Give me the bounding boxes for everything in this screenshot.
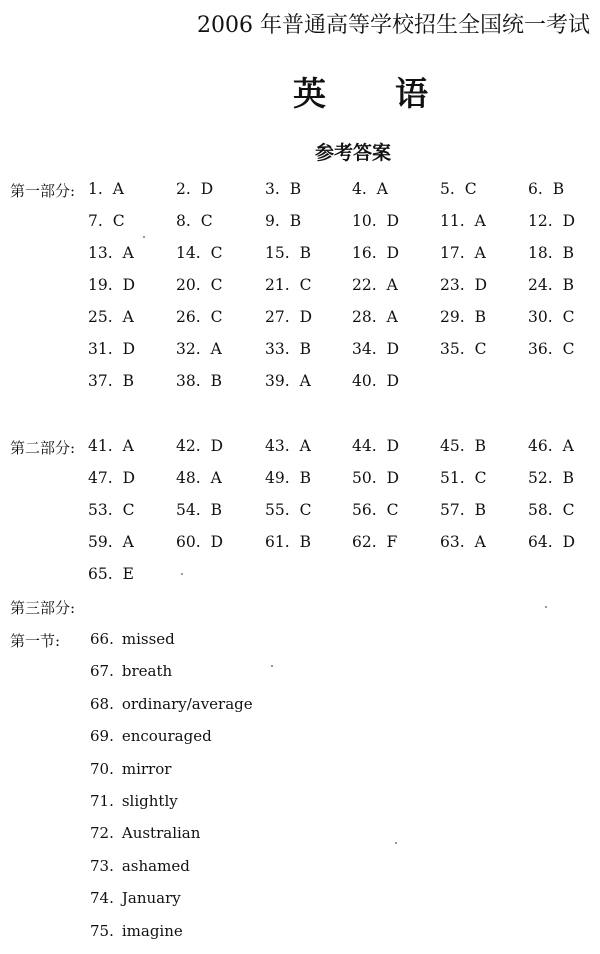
answer-letter: D — [299, 308, 313, 326]
answer-row — [88, 565, 600, 597]
answer-letter: A — [474, 533, 486, 551]
answer-cell — [176, 501, 222, 519]
question-number: 53. — [88, 501, 113, 519]
answer-word: breath — [121, 662, 173, 681]
answer-row — [88, 372, 600, 404]
part2-label: 第二部分: — [10, 439, 76, 457]
question-number: 60. — [176, 533, 201, 551]
question-number: 51. — [440, 469, 465, 487]
answer-row — [88, 244, 600, 276]
answer-cell — [265, 340, 311, 358]
question-number: 29. — [440, 308, 465, 326]
answer-cell — [528, 276, 574, 294]
question-number: 58. — [528, 501, 553, 519]
subject-char-1: 英 — [293, 74, 326, 113]
answer-cell — [528, 533, 575, 551]
answer-cell — [176, 372, 222, 390]
part1-answer-grid — [88, 180, 600, 404]
question-number: 54. — [176, 501, 201, 519]
answer-letter: C — [210, 308, 223, 326]
question-number: 20. — [176, 276, 201, 294]
question-number: 6. — [528, 180, 543, 198]
answer-letter: A — [112, 180, 124, 198]
question-number: 23. — [440, 276, 465, 294]
answer-word: January — [121, 889, 181, 908]
answer-letter: C — [562, 501, 575, 519]
answer-cell — [440, 244, 486, 262]
answer-cell — [176, 469, 222, 487]
answer-cell — [176, 437, 223, 455]
answer-cell — [528, 308, 575, 326]
answer-cell — [265, 437, 311, 455]
scan-speck — [181, 573, 183, 575]
answer-cell — [176, 180, 213, 198]
answer-cell — [176, 212, 213, 230]
answer-letter: A — [474, 244, 486, 262]
question-number: 69. — [90, 727, 114, 746]
question-number: 14. — [176, 244, 201, 262]
answer-cell — [352, 437, 399, 455]
answer-cell — [352, 533, 397, 551]
section1-label: 第一节: — [10, 632, 61, 650]
question-number: 50. — [352, 469, 377, 487]
question-number: 57. — [440, 501, 465, 519]
answer-letter: B — [299, 340, 312, 358]
answer-cell — [176, 308, 223, 326]
subject-char-2: 语 — [395, 74, 428, 113]
answer-cell — [528, 212, 575, 230]
answer-letter: C — [210, 244, 223, 262]
answer-cell — [440, 533, 486, 551]
question-number: 68. — [90, 694, 114, 713]
question-number: 28. — [352, 308, 377, 326]
answer-cell — [352, 212, 399, 230]
question-number: 2. — [176, 180, 191, 198]
question-number: 31. — [88, 340, 113, 358]
question-number: 22. — [352, 276, 377, 294]
answer-cell — [265, 533, 311, 551]
question-number: 4. — [352, 180, 367, 198]
answer-cell — [88, 565, 134, 583]
answers-heading: 参考答案 — [315, 142, 392, 164]
question-number: 42. — [176, 437, 201, 455]
fill-in-answer-list — [90, 630, 253, 954]
answer-cell — [265, 244, 311, 262]
answer-letter: D — [386, 212, 400, 230]
question-number: 24. — [528, 276, 553, 294]
answer-letter: A — [376, 180, 388, 198]
answer-letter: F — [386, 533, 398, 551]
part1-label: 第一部分: — [10, 182, 76, 200]
question-number: 33. — [265, 340, 290, 358]
answer-cell — [265, 308, 312, 326]
question-number: 65. — [88, 565, 113, 583]
answer-cell — [440, 437, 486, 455]
answer-word: Australian — [121, 824, 201, 843]
answer-cell — [88, 308, 134, 326]
answer-cell — [352, 180, 388, 198]
question-number: 71. — [90, 791, 114, 810]
answer-letter: D — [200, 180, 214, 198]
question-number: 55. — [265, 501, 290, 519]
question-number: 73. — [90, 856, 114, 875]
question-number: 41. — [88, 437, 113, 455]
answer-cell — [88, 212, 125, 230]
question-number: 1. — [88, 180, 103, 198]
answer-letter: A — [122, 308, 134, 326]
question-number: 17. — [440, 244, 465, 262]
answer-cell — [88, 469, 135, 487]
answer-letter: A — [386, 276, 398, 294]
subject-title — [293, 68, 428, 115]
answer-cell — [528, 180, 564, 198]
answer-letter: B — [562, 469, 575, 487]
part3-label: 第三部分: — [10, 599, 76, 617]
question-number: 9. — [265, 212, 280, 230]
question-number: 74. — [90, 889, 114, 908]
answer-letter: D — [474, 276, 488, 294]
question-number: 35. — [440, 340, 465, 358]
part2-answer-grid — [88, 437, 600, 597]
answer-cell — [265, 372, 311, 390]
answer-row — [88, 276, 600, 308]
fill-in-item — [90, 857, 253, 889]
answer-letter: A — [122, 244, 134, 262]
answer-letter: D — [562, 212, 576, 230]
answer-cell — [440, 501, 486, 519]
question-number: 16. — [352, 244, 377, 262]
question-number: 7. — [88, 212, 103, 230]
answer-cell — [88, 340, 135, 358]
answer-letter: C — [562, 340, 575, 358]
answer-letter: D — [386, 244, 400, 262]
answer-row — [88, 533, 600, 565]
answer-word: ashamed — [121, 856, 190, 875]
answer-word: missed — [121, 630, 175, 648]
question-number: 75. — [90, 921, 114, 940]
answer-cell — [88, 501, 135, 519]
question-number: 18. — [528, 244, 553, 262]
question-number: 40. — [352, 372, 377, 390]
question-number: 3. — [265, 180, 280, 198]
answer-cell — [440, 469, 487, 487]
question-number: 8. — [176, 212, 191, 230]
answer-cell — [265, 469, 311, 487]
question-number: 56. — [352, 501, 377, 519]
answer-cell — [352, 469, 399, 487]
answer-letter: D — [122, 276, 136, 294]
answer-cell — [440, 308, 486, 326]
question-number: 15. — [265, 244, 290, 262]
fill-in-item — [90, 727, 253, 759]
answer-letter: C — [386, 501, 399, 519]
fill-in-item — [90, 824, 253, 856]
answer-letter: A — [474, 212, 486, 230]
answer-word: imagine — [121, 921, 183, 940]
question-number: 43. — [265, 437, 290, 455]
answer-cell — [265, 501, 312, 519]
scan-speck — [395, 842, 397, 844]
answer-letter: B — [122, 372, 135, 390]
answer-letter: C — [474, 469, 487, 487]
answer-cell — [352, 308, 398, 326]
answer-letter: C — [474, 340, 487, 358]
question-number: 66. — [90, 630, 114, 648]
answer-letter: C — [200, 212, 213, 230]
answer-cell — [265, 180, 301, 198]
answer-row — [88, 180, 600, 212]
answer-letter: C — [299, 276, 312, 294]
answer-word: slightly — [121, 791, 178, 810]
answer-cell — [88, 276, 135, 294]
question-number: 48. — [176, 469, 201, 487]
answer-cell — [176, 533, 223, 551]
question-number: 19. — [88, 276, 113, 294]
question-number: 5. — [440, 180, 455, 198]
question-number: 27. — [265, 308, 290, 326]
question-number: 49. — [265, 469, 290, 487]
answer-letter: B — [474, 437, 487, 455]
answer-word: mirror — [121, 759, 172, 778]
answer-letter: B — [289, 180, 302, 198]
answer-row — [88, 469, 600, 501]
question-number: 52. — [528, 469, 553, 487]
answer-letter: B — [552, 180, 565, 198]
scan-speck — [143, 236, 145, 238]
answer-letter: C — [122, 501, 135, 519]
question-number: 34. — [352, 340, 377, 358]
answer-letter: D — [210, 437, 224, 455]
answer-letter: B — [562, 276, 575, 294]
question-number: 10. — [352, 212, 377, 230]
answer-cell — [440, 180, 477, 198]
fill-in-item — [90, 792, 253, 824]
question-number: 32. — [176, 340, 201, 358]
question-number: 47. — [88, 469, 113, 487]
answer-cell — [528, 501, 575, 519]
question-number: 61. — [265, 533, 290, 551]
fill-in-item — [90, 695, 253, 727]
answer-letter: B — [210, 372, 223, 390]
answer-letter: A — [299, 437, 311, 455]
question-number: 39. — [265, 372, 290, 390]
answer-letter: A — [210, 340, 222, 358]
answer-cell — [528, 437, 574, 455]
answer-cell — [528, 469, 574, 487]
answer-cell — [88, 244, 134, 262]
answer-letter: B — [299, 469, 312, 487]
question-number: 11. — [440, 212, 465, 230]
answer-cell — [265, 212, 301, 230]
answer-letter: D — [122, 340, 136, 358]
fill-in-item — [90, 922, 253, 954]
question-number: 63. — [440, 533, 465, 551]
question-number: 72. — [90, 824, 114, 843]
answer-letter: A — [122, 437, 134, 455]
question-number: 37. — [88, 372, 113, 390]
answer-letter: B — [299, 244, 312, 262]
answer-row — [88, 437, 600, 469]
answer-cell — [176, 244, 223, 262]
answer-cell — [440, 212, 486, 230]
answer-row — [88, 340, 600, 372]
answer-cell — [352, 340, 399, 358]
fill-in-item — [90, 760, 253, 792]
answer-letter: A — [386, 308, 398, 326]
answer-letter: A — [122, 533, 134, 551]
answer-cell — [528, 244, 574, 262]
question-number: 12. — [528, 212, 553, 230]
answer-letter: D — [210, 533, 224, 551]
answer-letter: B — [289, 212, 302, 230]
answer-letter: D — [386, 340, 400, 358]
question-number: 44. — [352, 437, 377, 455]
answer-row — [88, 501, 600, 533]
question-number: 21. — [265, 276, 290, 294]
answer-cell — [176, 340, 222, 358]
answer-letter: D — [386, 372, 400, 390]
answer-cell — [352, 501, 399, 519]
answer-letter: C — [112, 212, 125, 230]
answer-cell — [352, 244, 399, 262]
answer-letter: D — [386, 437, 400, 455]
question-number: 13. — [88, 244, 113, 262]
answer-letter: E — [122, 565, 134, 583]
answer-cell — [88, 180, 124, 198]
fill-in-item — [90, 889, 253, 921]
answer-cell — [88, 372, 134, 390]
fill-in-item — [90, 630, 253, 662]
answer-cell — [265, 276, 312, 294]
question-number: 70. — [90, 759, 114, 778]
answer-letter: C — [562, 308, 575, 326]
answer-cell — [352, 276, 398, 294]
answer-letter: B — [210, 501, 223, 519]
answer-word: encouraged — [121, 727, 212, 746]
answer-cell — [440, 276, 487, 294]
answer-cell — [88, 437, 134, 455]
question-number: 38. — [176, 372, 201, 390]
question-number: 45. — [440, 437, 465, 455]
answer-row — [88, 212, 600, 244]
answer-letter: A — [562, 437, 574, 455]
question-number: 67. — [90, 662, 114, 681]
answer-word: ordinary/average — [121, 694, 253, 713]
exam-title: 2006 年普通高等学校招生全国统一考试 — [197, 13, 590, 38]
answer-letter: C — [210, 276, 223, 294]
answer-letter: B — [474, 501, 487, 519]
answer-letter: A — [299, 372, 311, 390]
answer-cell — [176, 276, 223, 294]
scan-speck — [271, 665, 273, 667]
answer-cell — [88, 533, 134, 551]
question-number: 62. — [352, 533, 377, 551]
answer-letter: C — [299, 501, 312, 519]
answer-letter: D — [386, 469, 400, 487]
answer-letter: B — [474, 308, 487, 326]
scan-speck — [545, 606, 547, 608]
fill-in-item — [90, 662, 253, 694]
answer-cell — [440, 340, 487, 358]
question-number: 36. — [528, 340, 553, 358]
question-number: 30. — [528, 308, 553, 326]
answer-row — [88, 308, 600, 340]
answer-letter: B — [562, 244, 575, 262]
answer-letter: D — [562, 533, 576, 551]
answer-letter: C — [464, 180, 477, 198]
answer-cell — [352, 372, 399, 390]
question-number: 46. — [528, 437, 553, 455]
answer-letter: A — [210, 469, 222, 487]
question-number: 25. — [88, 308, 113, 326]
answer-letter: D — [122, 469, 136, 487]
answer-letter: B — [299, 533, 312, 551]
question-number: 26. — [176, 308, 201, 326]
answer-cell — [528, 340, 575, 358]
question-number: 59. — [88, 533, 113, 551]
question-number: 64. — [528, 533, 553, 551]
